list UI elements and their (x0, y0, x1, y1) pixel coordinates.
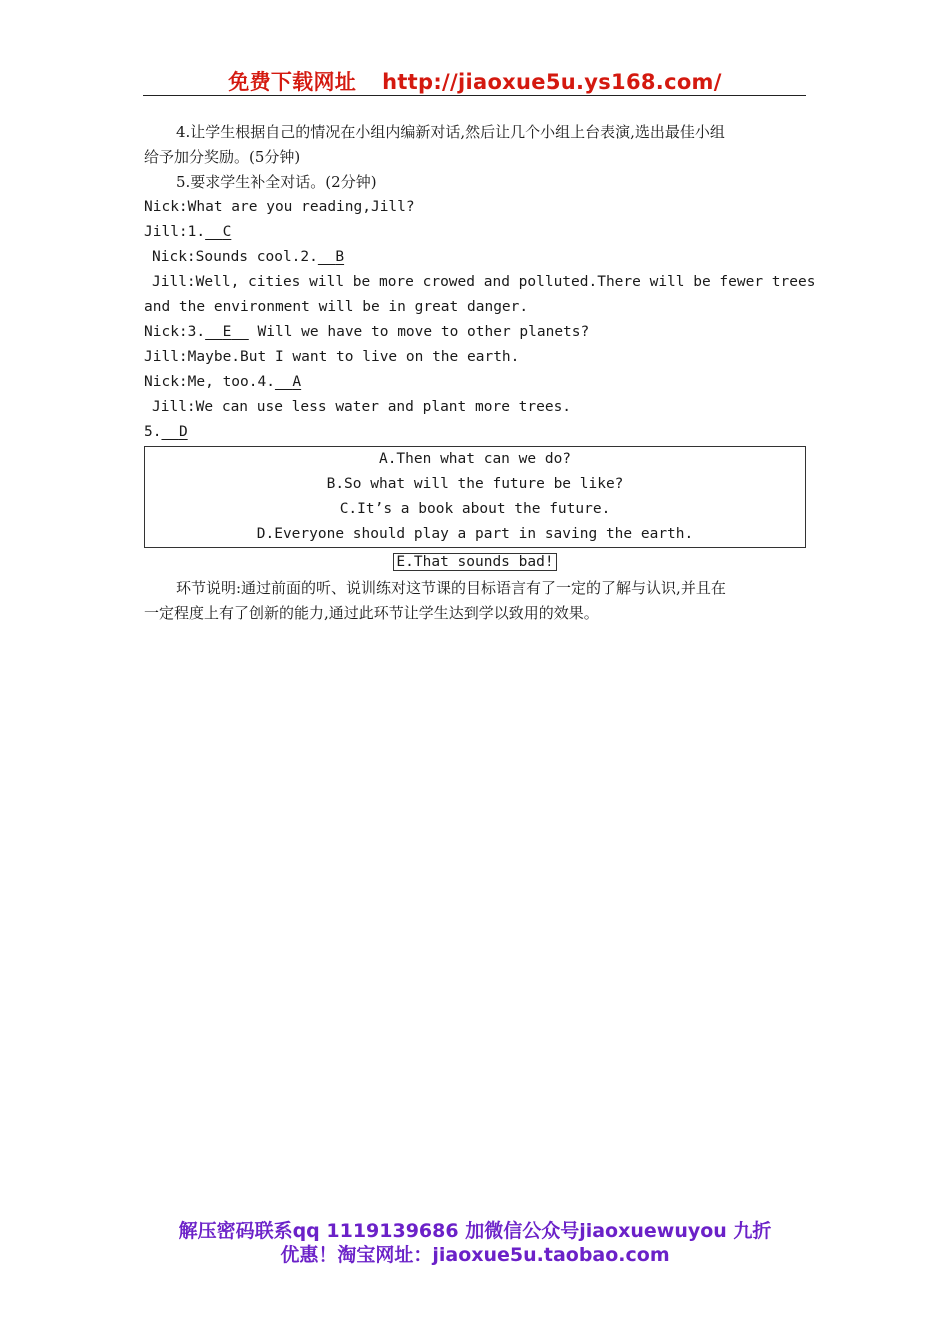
dialog-line-6-suffix: Will we have to move to other planets? (257, 324, 590, 340)
options-box (144, 446, 806, 548)
dialog-line-2 (144, 220, 806, 245)
dialog-line-10-text: 5. (144, 424, 162, 440)
dialog-line-8 (144, 370, 806, 395)
dialog-line-5: and the environment will be in great danger. (144, 299, 529, 315)
step4-line2: 给予加分奖励。(5分钟) (144, 148, 301, 166)
header-url[interactable]: http://jiaoxue5u.ys168.com/ (382, 70, 722, 94)
answer-3: E (222, 324, 232, 340)
answer-blank-3 (205, 320, 249, 345)
answer-5: D (178, 424, 188, 440)
dialog-line-1: Nick:What are you reading,Jill? (144, 199, 415, 215)
header-rule (143, 95, 806, 96)
answer-blank-1 (205, 220, 231, 245)
answer-blank-4 (275, 370, 301, 395)
note-line2: 一定程度上有了创新的能力,通过此环节让学生达到学以致用的效果。 (144, 604, 599, 622)
dialog-line-10 (144, 420, 806, 445)
dialog-line-3 (144, 245, 806, 270)
answer-1: C (222, 224, 232, 240)
note-line1: 环节说明:通过前面的听、说训练对这节课的目标语言有了一定的了解与认识,并且在 (176, 579, 726, 597)
dialog-line-3-text: Nick:Sounds cool.2. (152, 249, 318, 265)
answer-2: B (335, 249, 345, 265)
dialog-line-7: Jill:Maybe.But I want to live on the earth. (144, 349, 520, 365)
step5-line: 5.要求学生补全对话。(2分钟) (176, 173, 377, 191)
header-label: 免费下载网址 (228, 70, 357, 94)
option-e: E.That sounds bad! (393, 553, 556, 571)
dialog-line-6 (144, 320, 806, 345)
option-c: C.It’s a book about the future. (339, 501, 611, 517)
option-e-row (144, 550, 806, 576)
dialog-line-4: Jill:Well, cities will be more crowed and polluted.There will be fewer trees (152, 274, 816, 290)
footer-line1: 解压密码联系qq 1119139686 加微信公众号jiaoxuewuyou 九折 (178, 1220, 772, 1242)
answer-blank-2 (318, 245, 344, 270)
option-b: B.So what will the future be like? (326, 476, 624, 492)
dialog-line-2-text: Jill:1. (144, 224, 206, 240)
option-d: D.Everyone should play a part in saving the earth. (256, 526, 694, 542)
dialog-line-6-text: Nick:3. (144, 324, 206, 340)
dialog-line-8-text: Nick:Me, too.4. (144, 374, 275, 390)
step4-line1: 4.让学生根据自己的情况在小组内编新对话,然后让几个小组上台表演,选出最佳小组 (176, 123, 725, 141)
dialog-line-9: Jill:We can use less water and plant more trees. (152, 399, 572, 415)
page-header (0, 66, 950, 96)
answer-4: A (292, 374, 302, 390)
page-footer (0, 1219, 950, 1267)
document-body (144, 120, 816, 626)
answer-blank-5 (161, 420, 187, 445)
option-a: A.Then what can we do? (378, 451, 572, 467)
footer-line2: 优惠！淘宝网址：jiaoxue5u.taobao.com (280, 1244, 670, 1266)
